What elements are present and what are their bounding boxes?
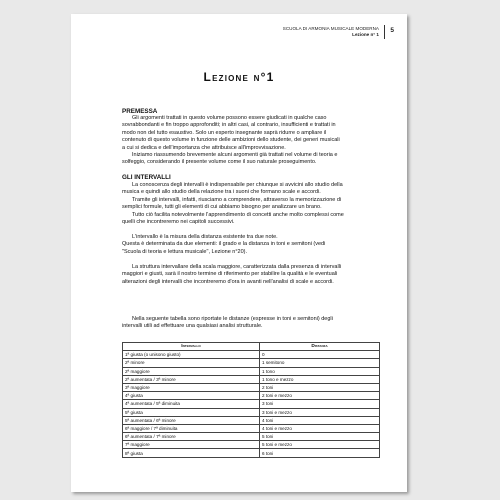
column-header-distanza: Distanza [260, 343, 380, 351]
text-line: Tutto ciò facilita notevolmente l'apprendimento di concetti anche molto complessi come [132, 212, 344, 218]
text-line: "Scuola di teoria e lettura musicale", Lezione n°20). [122, 248, 248, 255]
interval-cell: 2ª maggiore [123, 367, 260, 375]
distance-cell: 1 tono [260, 367, 380, 375]
interval-cell: 7ª maggiore [123, 441, 260, 449]
distance-cell: 3 toni e mezzo [260, 408, 380, 416]
paragraph [122, 115, 380, 152]
interval-cell: 6ª aumentata / 7ª minore [123, 433, 260, 441]
table-row [123, 367, 380, 375]
paragraph [122, 264, 380, 286]
interval-cell: 1ª giusta (o unisono giusto) [123, 351, 260, 359]
text-line: L'intervallo è la misura della distanza esistente tra due note. [132, 234, 278, 240]
interval-cell: 5ª giusta [123, 408, 260, 416]
text-line: solfeggio, considerando il presente volume come il suo naturale proseguimento. [122, 159, 317, 166]
interval-cell: 2ª minore [123, 359, 260, 367]
distance-cell: 4 toni [260, 416, 380, 424]
distance-cell: 5 toni e mezzo [260, 441, 380, 449]
distance-cell: 6 toni [260, 449, 380, 457]
distance-cell: 1 semitono [260, 359, 380, 367]
text-line: La struttura intervallare della scala maggiore, caratterizzata dalla presenza di intervalli [132, 264, 342, 270]
interval-cell: 4ª aumentata / 5ª diminuita [123, 400, 260, 408]
text-line: a cui si dedica e dell'importanza che attribuisce all'improvvisazione. [122, 144, 286, 151]
table-row [123, 351, 380, 359]
table-header-row [123, 343, 380, 351]
text-line: semplici formule, tutti gli elementi di cui abbiamo bisogno per analizzare un brano. [122, 204, 322, 211]
table-row [123, 392, 380, 400]
distance-cell: 2 toni [260, 383, 380, 391]
interval-cell: 4ª giusta [123, 392, 260, 400]
table-row [123, 416, 380, 424]
table-row [123, 433, 380, 441]
paragraph [122, 152, 380, 167]
distance-cell: 3 toni [260, 400, 380, 408]
interval-cell: 3ª maggiore [123, 383, 260, 391]
paragraph [122, 316, 380, 331]
text-line: maggiori e giusti, sarà il nostro termine di riferimento per stabilire la qualità e le eventuali [122, 271, 338, 278]
text-line: contenuto di questo volume in funzione delle ambizioni dello studente, dei generi musicali [122, 137, 340, 144]
text-line: musica e quindi allo studio della relazione tra i suoni che formano scale e accordi. [122, 189, 321, 196]
interval-cell: 6ª maggiore / 7ª diminuita [123, 424, 260, 432]
text-line: Questa è determinata da due elementi: il grado e la distanza in toni e semitoni (vedi [122, 241, 326, 248]
interval-cell: 8ª giusta [123, 449, 260, 457]
table-row [123, 375, 380, 383]
text-line: modo non del tutto esaustivo. Solo un esperto insegnante saprà ridurre o ampliare il [122, 129, 327, 136]
page-title: Lezione n°1 [203, 70, 275, 84]
distance-cell: 5 toni [260, 433, 380, 441]
distance-cell: 1 tono e mezzo [260, 375, 380, 383]
text-line: Nella seguente tabella sono riportate le distanze (espresse in toni e semitoni) degli [132, 316, 333, 322]
distance-cell: 4 toni e mezzo [260, 424, 380, 432]
distance-cell: 0 [260, 351, 380, 359]
section-heading-intervalli: GLI INTERVALLI [122, 174, 171, 181]
table-row [123, 449, 380, 457]
header-school-name: SCUOLA DI ARMONIA MUSICALE MODERNA [282, 26, 379, 31]
paragraph [122, 212, 380, 227]
paragraph [122, 182, 380, 197]
table-row [123, 408, 380, 416]
text-line: quelli che incontreremo nei capitoli successivi. [122, 219, 235, 226]
text-line: La conoscenza degli intervalli è indispensabile per chiunque si avvicini allo studio della [132, 182, 343, 188]
text-line: Iniziamo riassumendo brevemente alcuni argomenti già trattati nel volume di teoria e [132, 152, 338, 158]
table-row [123, 424, 380, 432]
section-heading-premessa: PREMESSA [122, 108, 158, 115]
header-lesson-label: Lezione n° 1 [352, 32, 379, 37]
text-line: alterazioni degli intervalli che incontreremo d'ora in avanti nell'analisi di scale e accordi. [122, 278, 334, 285]
text-line: Tramite gli intervalli, infatti, riusciamo a comprendere, attraverso la memorizzazione di [132, 197, 342, 203]
interval-cell: 5ª aumentata / 6ª minore [123, 416, 260, 424]
table-row [123, 400, 380, 408]
document-page [71, 14, 407, 492]
table-body [123, 351, 380, 457]
text-line: sovrabbondanti e fin troppo approfonditi; in altri casi, al contrario, insufficienti e trattati in [122, 122, 336, 129]
paragraph [122, 197, 380, 212]
table-row [123, 441, 380, 449]
distance-cell: 2 toni e mezzo [260, 392, 380, 400]
text-line: intervalli utili ad effettuare una qualsiasi analisi strutturale. [122, 323, 263, 330]
interval-cell: 2ª aumentata / 3ª minore [123, 375, 260, 383]
paragraph [122, 234, 380, 256]
table-row [123, 383, 380, 391]
header-divider [384, 25, 385, 39]
page-number: 5 [390, 27, 394, 34]
column-header-intervallo: Intervallo [123, 343, 260, 351]
intervals-table [122, 342, 380, 458]
table-row [123, 359, 380, 367]
text-line: Gli argomenti trattati in questo volume possono essere giudicati in qualche caso [132, 115, 327, 121]
